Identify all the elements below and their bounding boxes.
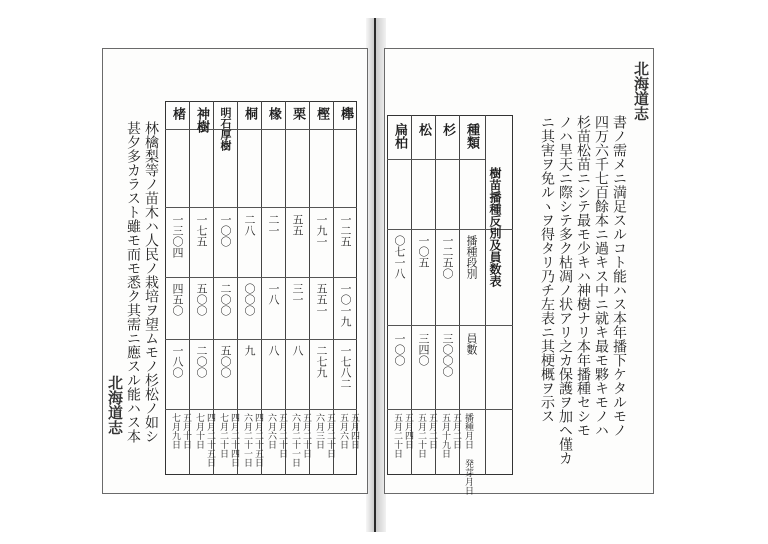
left-value-3-0: 二一 bbox=[267, 214, 280, 236]
right-text-line-4: ニ其害ヲ免ルヽヲ得タリ乃チ左表ニ其梗概ヲ示ス bbox=[539, 115, 555, 423]
left-value-5-1: 二〇〇 bbox=[219, 283, 232, 316]
right-species-0: 杉 bbox=[440, 123, 455, 136]
left-value-6-0: 一七五 bbox=[195, 214, 208, 247]
left-value-3-1: 一八 bbox=[267, 283, 280, 305]
left-value-2-1: 三一 bbox=[291, 283, 304, 305]
left-running-title: 北海道志 bbox=[106, 375, 124, 435]
right-value-1-1: 三四〇 bbox=[417, 333, 430, 366]
left-page bbox=[102, 48, 368, 494]
left-value-3-2: 八 bbox=[267, 345, 280, 356]
left-date-7-0: 五月十日 bbox=[181, 413, 191, 449]
left-value-0-0: 一二五 bbox=[339, 214, 352, 247]
left-value-0-1: 一〇一九 bbox=[339, 283, 352, 327]
left-date-1-0: 五月二十日 bbox=[325, 413, 335, 458]
left-species-3: 椽 bbox=[266, 107, 281, 120]
right-text-line-0: 書ノ需メニ満足スルコト能ハス本年播下ケタルモノ bbox=[611, 115, 627, 437]
left-date-5-1: 七月二十日 bbox=[218, 413, 228, 458]
left-species-5: 明石厚樹 bbox=[219, 107, 232, 151]
left-value-4-2: 九 bbox=[243, 345, 256, 356]
left-value-7-1: 四五〇 bbox=[171, 283, 184, 316]
left-date-4-1: 六月二十一日 bbox=[242, 413, 252, 467]
left-date-5-0: 四月二十四日 bbox=[229, 413, 239, 467]
fold-line bbox=[374, 18, 376, 532]
left-value-4-0: 二八 bbox=[243, 214, 256, 236]
left-date-6-1: 七月十日 bbox=[194, 413, 204, 449]
left-value-6-1: 五〇〇 bbox=[195, 283, 208, 316]
left-date-4-0: 四月二十五日 bbox=[253, 413, 263, 467]
left-text-line-1: 甚夕多カラスト雖モ而モ悉ク其需ニ應スル能ハス本 bbox=[125, 121, 141, 443]
left-species-2: 栗 bbox=[290, 107, 305, 120]
right-date-1-0: 五月二日 bbox=[427, 413, 437, 449]
right-species-2: 扁柏 bbox=[392, 123, 407, 149]
left-date-3-0: 五月二十日 bbox=[277, 413, 287, 458]
left-date-2-0: 五月二十日 bbox=[301, 413, 311, 458]
right-value-2-0: 〇七一八 bbox=[393, 235, 406, 279]
right-text-line-1: 四万六千七百餘本ニ過キス中ニ就キ最モ夥キモノハ bbox=[593, 115, 609, 437]
right-page bbox=[384, 48, 654, 494]
right-header-date: 播種月日 発芽月日 bbox=[463, 413, 473, 495]
left-value-0-2: 一七八二 bbox=[339, 345, 352, 389]
left-date-7-1: 七月九日 bbox=[170, 413, 180, 449]
right-value-1-0: 一〇五 bbox=[417, 235, 430, 268]
left-species-4: 桐 bbox=[242, 107, 257, 120]
left-value-5-0: 一〇〇 bbox=[219, 214, 232, 247]
right-value-0-1: 三〇〇〇 bbox=[441, 333, 454, 377]
left-date-1-1: 六月三日 bbox=[314, 413, 324, 449]
right-date-1-1: 五月二十日 bbox=[416, 413, 426, 458]
left-value-1-1: 五五一 bbox=[315, 283, 328, 316]
right-text-line-3: ノハ旱天ニ際シテ多ク枯凋ノ状アリ之カ保護ヲ加ヘ僅カ bbox=[557, 115, 573, 465]
left-date-0-0: 五月四日 bbox=[349, 413, 359, 449]
left-value-6-2: 二〇〇 bbox=[195, 345, 208, 378]
right-date-0-1: 五月十九日 bbox=[440, 413, 450, 458]
right-value-0-0: 一二五〇 bbox=[441, 235, 454, 279]
left-text-line-0: 林檎梨等ノ苗木ハ人民ノ栽培ヲ望ムモノ杉松ノ如シ bbox=[143, 121, 159, 443]
left-species-0: 櫸 bbox=[338, 107, 353, 120]
right-date-2-0: 五月四日 bbox=[403, 413, 413, 449]
left-date-6-0: 四月二十五日 bbox=[205, 413, 215, 467]
left-species-6: 神樹 bbox=[194, 107, 209, 133]
right-value-2-1: 一〇〇 bbox=[393, 333, 406, 366]
right-header-species: 種類 bbox=[464, 123, 479, 149]
right-date-2-1: 五月二十日 bbox=[392, 413, 402, 458]
right-header-area: 播種段別 bbox=[465, 235, 478, 279]
right-text-line-2: 杉苗松苗ニシテ最モ少キハ神樹ナリ本年播種セシモ bbox=[575, 115, 591, 437]
right-header-count: 員數 bbox=[465, 333, 478, 355]
left-species-1: 樫 bbox=[314, 107, 329, 120]
left-value-1-2: 二七九 bbox=[315, 345, 328, 378]
left-value-5-2: 五〇〇 bbox=[219, 345, 232, 378]
right-date-0-0: 五月二日 bbox=[451, 413, 461, 449]
left-date-3-1: 六月六日 bbox=[266, 413, 276, 449]
right-running-title: 北海道志 bbox=[632, 61, 650, 121]
right-species-1: 松 bbox=[416, 123, 431, 136]
left-date-0-1: 五月六日 bbox=[338, 413, 348, 449]
right-table-title: 樹苗播種反別及員数表 bbox=[488, 167, 502, 287]
left-value-7-0: 一三〇四 bbox=[171, 214, 184, 258]
left-value-2-2: 八 bbox=[291, 345, 304, 356]
left-value-7-2: 一八〇 bbox=[171, 345, 184, 378]
left-value-2-0: 五五 bbox=[291, 214, 304, 236]
left-species-7: 楮 bbox=[170, 107, 185, 120]
left-value-1-0: 一九一 bbox=[315, 214, 328, 247]
book-gutter bbox=[366, 18, 386, 532]
left-value-4-1: 〇〇〇 bbox=[243, 283, 256, 316]
left-date-2-1: 六月二十一日 bbox=[290, 413, 300, 467]
